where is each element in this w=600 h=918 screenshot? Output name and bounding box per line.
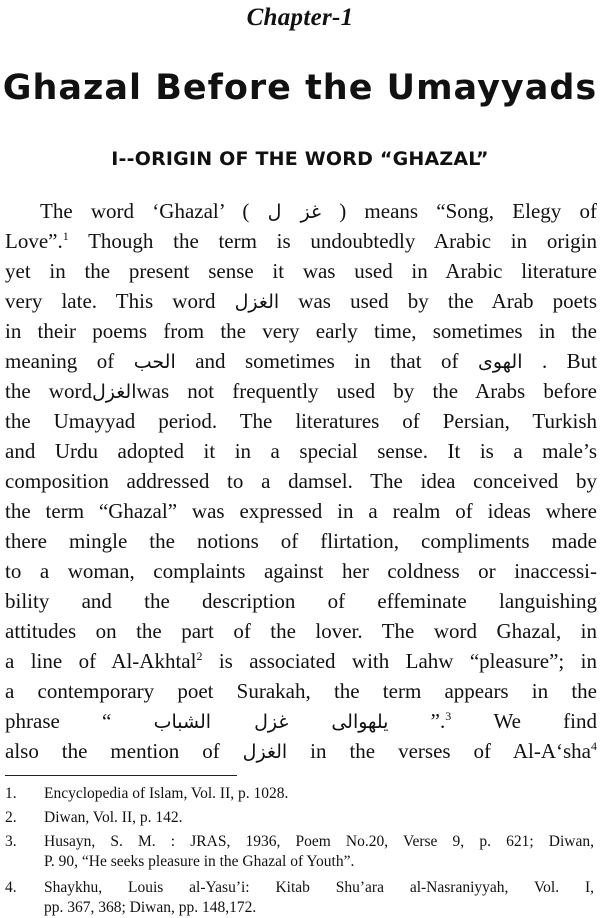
body-line-16: a line of Al-Akhtal$^2$ is associated with Lahw “pleasure”; in bbox=[5, 649, 597, 673]
footnote-ref-4: 4 bbox=[591, 739, 597, 753]
footnote-3-line-2: P. 90, “He seeks pleasure in the Ghazal of Youth”. bbox=[44, 853, 355, 870]
body-line-13: to a woman, complaints against her coldness or inaccessi- bbox=[5, 559, 597, 583]
arabic-word: الغزل bbox=[91, 381, 137, 403]
body-line-12: there mingle the notions of flirtation, compliments made bbox=[5, 529, 597, 553]
section-heading: I--ORIGIN OF THE WORD “GHAZAL” bbox=[111, 148, 489, 170]
body-line-15: attitudes on the part of the lover. The word Ghazal, in bbox=[5, 619, 597, 643]
body-line-10: composition addressed to a damsel. The idea conceived by bbox=[5, 469, 597, 493]
arabic-phrase: يلهوالى غزل الشباب bbox=[153, 711, 389, 733]
body-line-8: the Umayyad period. The literatures of Persian, Turkish bbox=[5, 409, 597, 433]
body-line-7: the wordالغزلwas not frequently used by the Arabs before bbox=[5, 379, 597, 403]
footnote-3-line-1: Husayn, S. M. : JRAS, 1936, Poem No.20, Verse 9, p. 621; Diwan, bbox=[44, 833, 594, 850]
arabic-word: الهوى bbox=[477, 351, 523, 373]
body-line-19: also the mention of الغزل in the verses of Al-A‘sha$^4$ bbox=[5, 739, 597, 763]
body-line-5: in their poems from the very early time, sometimes in the bbox=[5, 319, 597, 343]
footnote-ref-1: 1 bbox=[62, 229, 69, 243]
arabic-word: الغزل bbox=[234, 291, 280, 313]
footnote-2: Diwan, Vol. II, p. 142. bbox=[44, 809, 183, 826]
chapter-title: Ghazal Before the Umayyads bbox=[2, 68, 598, 108]
body-line-11: the term “Ghazal” was expressed in a realm of ideas where bbox=[5, 499, 597, 523]
footnote-number: 1. bbox=[5, 785, 17, 802]
body-line-1: The word ‘Ghazal’ ( غز ل ) means “Song, Elegy of bbox=[40, 199, 598, 223]
body-line-9: and Urdu adopted it in a special sense. It is a male’s bbox=[5, 439, 597, 463]
footnote-4-line-2: pp. 367, 368; Diwan, pp. 148,172. bbox=[44, 899, 257, 916]
body-line-18: phrase “ يلهوالى غزل الشباب ”.$^3$ We find bbox=[5, 709, 598, 733]
footnote-ref-2: 2 bbox=[196, 649, 203, 663]
body-line-4: very late. This word الغزل was used by the Arab poets bbox=[5, 289, 598, 313]
arabic-word: الغزل bbox=[242, 741, 288, 763]
footnote-ref-3: 3 bbox=[445, 709, 452, 723]
body-line-14: bility and the description of effeminate languishing bbox=[5, 589, 597, 613]
chapter-heading: Chapter-1 bbox=[246, 4, 354, 31]
body-line-17: a contemporary poet Surakah, the term appears in the bbox=[5, 679, 597, 703]
footnote-4-line-1: Shaykhu, Louis al-Yasu’i: Kitab Shu’ara al-Nasraniyyah, Vol. I, bbox=[44, 879, 594, 896]
footnote-number: 3. bbox=[5, 833, 17, 850]
footnote-number: 2. bbox=[5, 809, 17, 826]
body-line-6: meaning of الحب and sometimes in that of الهوى . But bbox=[5, 349, 598, 373]
footnote-divider bbox=[5, 775, 237, 776]
footnote-number: 4. bbox=[5, 879, 17, 896]
body-line-2: Love”.$^1$ Though the term is undoubtedly Arabic in origin bbox=[5, 229, 597, 253]
arabic-word: الحب bbox=[133, 351, 176, 373]
arabic-word: غز ل bbox=[267, 201, 321, 223]
body-line-3: yet in the present sense it was used in Arabic literature bbox=[5, 259, 597, 283]
footnote-1: Encyclopedia of Islam, Vol. II, p. 1028. bbox=[44, 785, 289, 802]
